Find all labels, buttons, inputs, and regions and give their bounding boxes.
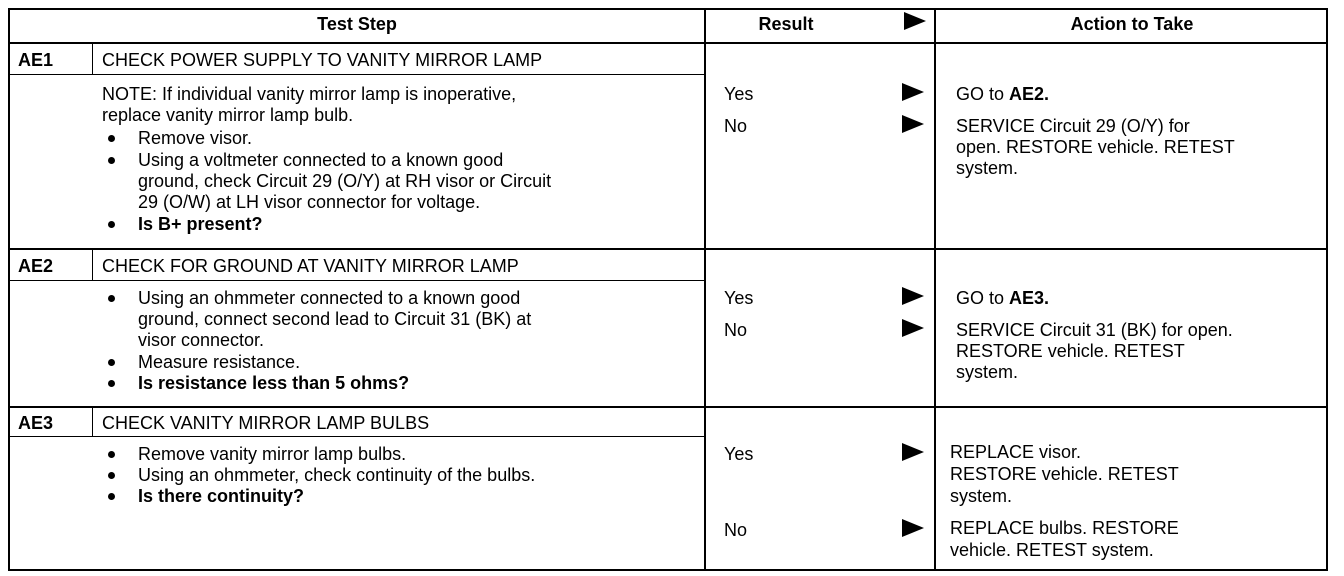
arrow-icon	[902, 115, 924, 133]
ae3-title: CHECK VANITY MIRROR LAMP BULBS	[102, 413, 430, 433]
ae3-bullet-text: Using an ohmmeter, check continuity of the bulbs.	[138, 465, 536, 485]
ae2-step-id: AE2	[18, 256, 54, 276]
ae2-title-underline	[10, 280, 704, 281]
ae1-note-line: NOTE: If individual vanity mirror lamp is inoperative,	[102, 84, 517, 104]
ae1-note-line: replace vanity mirror lamp bulb.	[102, 105, 354, 125]
bullet-icon	[108, 380, 115, 387]
ae3-action-no: REPLACE bulbs. RESTORE	[950, 518, 1179, 538]
header-test-step: Test Step	[317, 14, 397, 34]
ae2-bullet-text: visor connector.	[138, 330, 265, 350]
ae1-result-no: No	[724, 116, 748, 136]
row-divider-ae2	[10, 406, 1326, 408]
ae1-result-yes: Yes	[724, 84, 754, 104]
header-action: Action to Take	[1070, 14, 1194, 34]
ae1-id-divider	[92, 44, 93, 75]
arrow-icon	[902, 443, 924, 461]
ae2-question: Is resistance less than 5 ohms?	[138, 373, 410, 393]
bullet-icon	[108, 359, 115, 366]
ae2-action-yes: GO to AE3.	[956, 288, 1050, 308]
arrow-icon	[902, 319, 924, 337]
ae1-action-no: SERVICE Circuit 29 (O/Y) for	[956, 116, 1190, 136]
bullet-icon	[108, 135, 115, 142]
ae1-title: CHECK POWER SUPPLY TO VANITY MIRROR LAMP	[102, 50, 543, 70]
col-divider-result	[704, 10, 706, 569]
ae3-action-no: vehicle. RETEST system.	[950, 540, 1154, 560]
ae2-action-no: RESTORE vehicle. RETEST	[956, 341, 1185, 361]
ae2-id-divider	[92, 250, 93, 281]
ae2-bullet-text: ground, connect second lead to Circuit 31 (BK) at	[138, 309, 532, 329]
ae3-step-id: AE3	[18, 413, 54, 433]
ae2-action-no: SERVICE Circuit 31 (BK) for open.	[956, 320, 1233, 340]
bullet-icon	[108, 295, 115, 302]
ae3-action-yes: system.	[950, 486, 1013, 506]
ae3-bullet-text: Remove vanity mirror lamp bulbs.	[138, 444, 407, 464]
ae2-result-no: No	[724, 320, 748, 340]
ae3-id-divider	[92, 408, 93, 437]
bullet-icon	[108, 221, 115, 228]
ae1-action-no: system.	[956, 158, 1019, 178]
ae2-title: CHECK FOR GROUND AT VANITY MIRROR LAMP	[102, 256, 519, 276]
ae1-action-yes: GO to AE2.	[956, 84, 1050, 104]
ae1-question: Is B+ present?	[138, 214, 263, 234]
ae1-title-underline	[10, 74, 704, 75]
ae1-action-no: open. RESTORE vehicle. RETEST	[956, 137, 1235, 157]
ae3-title-underline	[10, 436, 704, 437]
bullet-icon	[108, 472, 115, 479]
bullet-icon	[108, 157, 115, 164]
bullet-icon	[108, 451, 115, 458]
ae3-action-yes: RESTORE vehicle. RETEST	[950, 464, 1179, 484]
header-result: Result	[758, 14, 814, 34]
header-arrow-icon	[904, 12, 926, 30]
ae2-bullet-text: Measure resistance.	[138, 352, 301, 372]
ae1-bullet-text: 29 (O/W) at LH visor connector for voltage.	[138, 192, 481, 212]
ae1-bullet-text: Remove visor.	[138, 128, 253, 148]
ae2-action-no: system.	[956, 362, 1019, 382]
header-divider	[10, 42, 1326, 44]
bullet-icon	[108, 493, 115, 500]
ae1-bullet-text: Using a voltmeter connected to a known good	[138, 150, 504, 170]
arrow-icon	[902, 83, 924, 101]
ae3-result-yes: Yes	[724, 444, 754, 464]
ae2-result-yes: Yes	[724, 288, 754, 308]
arrow-icon	[902, 519, 924, 537]
ae3-result-no: No	[724, 520, 748, 540]
arrow-icon	[902, 287, 924, 305]
ae3-action-yes: REPLACE visor.	[950, 442, 1082, 462]
ae2-bullet-text: Using an ohmmeter connected to a known good	[138, 288, 521, 308]
ae3-question: Is there continuity?	[138, 486, 305, 506]
row-divider-ae1	[10, 248, 1326, 250]
ae1-bullet-text: ground, check Circuit 29 (O/Y) at RH visor or Circuit	[138, 171, 552, 191]
ae1-step-id: AE1	[18, 50, 54, 70]
col-divider-action	[934, 10, 936, 569]
